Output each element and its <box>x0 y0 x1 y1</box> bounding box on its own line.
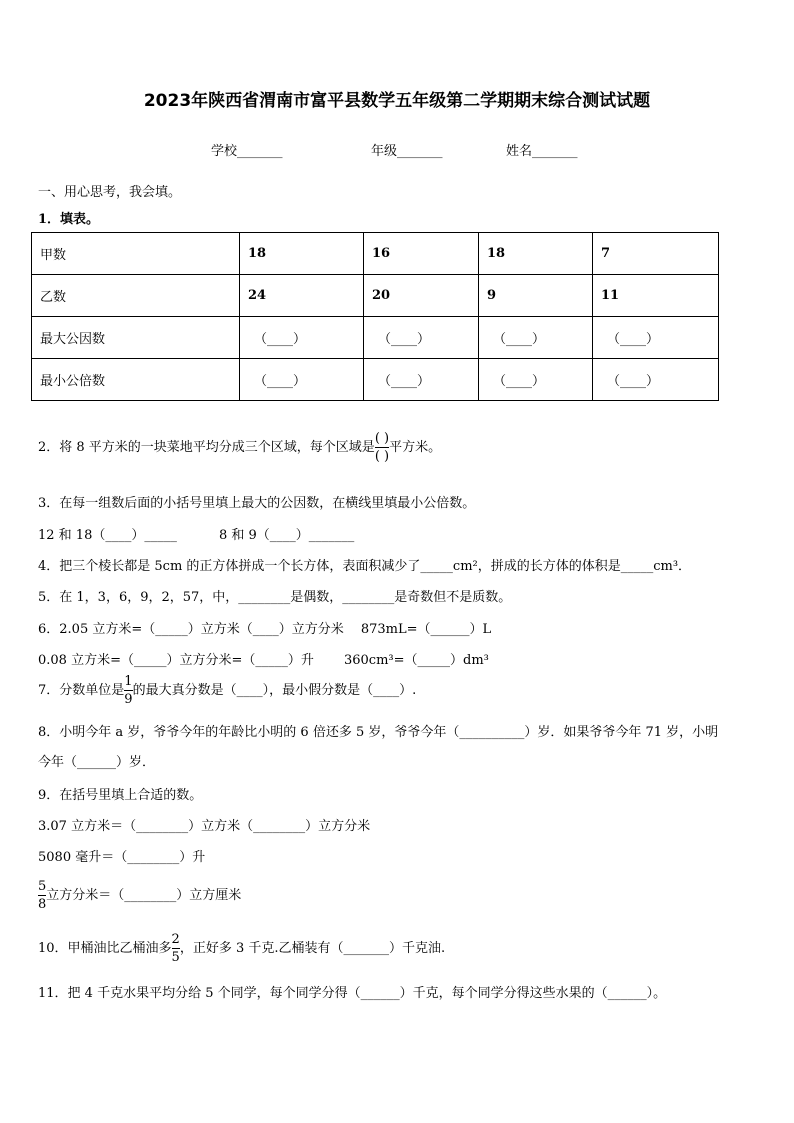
table-cell: 18 <box>479 233 593 275</box>
question-7-tail: 的最大真分数是（____），最小假分数是（____）. <box>132 683 417 698</box>
question-11: 11．把 4 千克水果平均分给 5 个同学，每个同学分得（______）千克，每个同学分得这些水果的（______）。 <box>38 986 667 1001</box>
fraction: $\frac{2}{5}$ <box>171 932 180 965</box>
table-row <box>32 233 719 275</box>
answer-blank: （____） <box>593 317 719 359</box>
answer-blank: （____） <box>240 359 364 401</box>
answer-blank: （____） <box>593 359 719 401</box>
question-2-text: 2．将 8 平方米的一块菜地平均分成三个区域，每个区域是 <box>38 440 375 455</box>
question-9: 9．在括号里填上合适的数。 <box>38 788 203 803</box>
question-9-line-2: 5080 毫升＝（________）升 <box>38 850 206 865</box>
table-cell: 最大公因数 <box>32 317 240 359</box>
fraction: $\frac{5}{8}$ <box>38 879 47 912</box>
answer-blank: （____） <box>364 317 479 359</box>
question-10 <box>38 933 445 964</box>
fill-table <box>31 232 719 401</box>
question-5: 5．在 1，3，6，9，2，57，中，________是偶数，________是奇数但不是质数。 <box>38 590 512 605</box>
question-10-text: 10．甲桶油比乙桶油多 <box>38 941 172 956</box>
fraction: $\frac{( )}{( )}$ <box>374 431 390 464</box>
answer-blank: （____） <box>240 317 364 359</box>
question-3-part-b: 8 和 9（____）_______ <box>219 528 355 543</box>
table-row <box>32 359 719 401</box>
answer-blank: （____） <box>479 359 593 401</box>
question-8-line-2: 今年（______）岁． <box>38 755 156 770</box>
page-title: 2023年陕西省渭南市富平县数学五年级第二学期期末综合测试试题 <box>143 91 651 111</box>
table-cell: 11 <box>593 275 719 317</box>
answer-blank: （____） <box>364 359 479 401</box>
question-6-line-2: 0.08 立方米=（_____）立方分米=（_____）升 360cm³=（_____）dm³ <box>38 653 489 668</box>
table-cell: 24 <box>240 275 364 317</box>
table-cell: 18 <box>240 233 364 275</box>
table-cell: 20 <box>364 275 479 317</box>
question-10-tail: ，正好多 3 千克.乙桶装有（_______）千克油. <box>179 941 446 956</box>
question-7 <box>38 675 416 706</box>
question-9-line-3 <box>38 880 241 911</box>
answer-blank: （____） <box>479 317 593 359</box>
table-cell: 最小公倍数 <box>32 359 240 401</box>
table-row <box>32 317 719 359</box>
fraction: $\frac{1}{9}$ <box>124 674 133 707</box>
question-2-tail: 平方米。 <box>389 440 442 455</box>
grade-field: 年级_______ <box>371 144 443 159</box>
question-4: 4．把三个棱长都是 5cm 的正方体拼成一个长方体，表面积减少了_____cm²，拼成的长方体的体积是_____cm³． <box>38 559 692 574</box>
section-heading: 一、用心思考，我会填。 <box>38 185 182 200</box>
name-field: 姓名_______ <box>506 144 578 159</box>
table-cell: 甲数 <box>32 233 240 275</box>
table-cell: 7 <box>593 233 719 275</box>
table-cell: 16 <box>364 233 479 275</box>
question-3: 3．在每一组数后面的小括号里填上最大的公因数，在横线里填最小公倍数。 <box>38 496 476 511</box>
table-cell: 9 <box>479 275 593 317</box>
question-9-line-3-text: 立方分米＝（________）立方厘米 <box>46 888 242 903</box>
table-row <box>32 275 719 317</box>
question-9-line-1: 3.07 立方米＝（________）立方米（________）立方分米 <box>38 819 371 834</box>
table-cell: 乙数 <box>32 275 240 317</box>
question-3-part-a: 12 和 18（____）_____ <box>38 528 177 543</box>
question-2 <box>38 432 441 463</box>
school-field: 学校_______ <box>211 144 283 159</box>
question-1-label: 1．填表。 <box>38 212 100 227</box>
question-6-line-1: 6．2.05 立方米=（_____）立方米（____）立方分米 873mL=（______）L <box>38 622 492 637</box>
question-7-text: 7．分数单位是 <box>38 683 125 698</box>
question-8-line-1: 8．小明今年 a 岁，爷爷今年的年龄比小明的 6 倍还多 5 岁，爷爷今年（__________）岁．如果爷爷今年 71 岁，小明 <box>38 725 719 740</box>
